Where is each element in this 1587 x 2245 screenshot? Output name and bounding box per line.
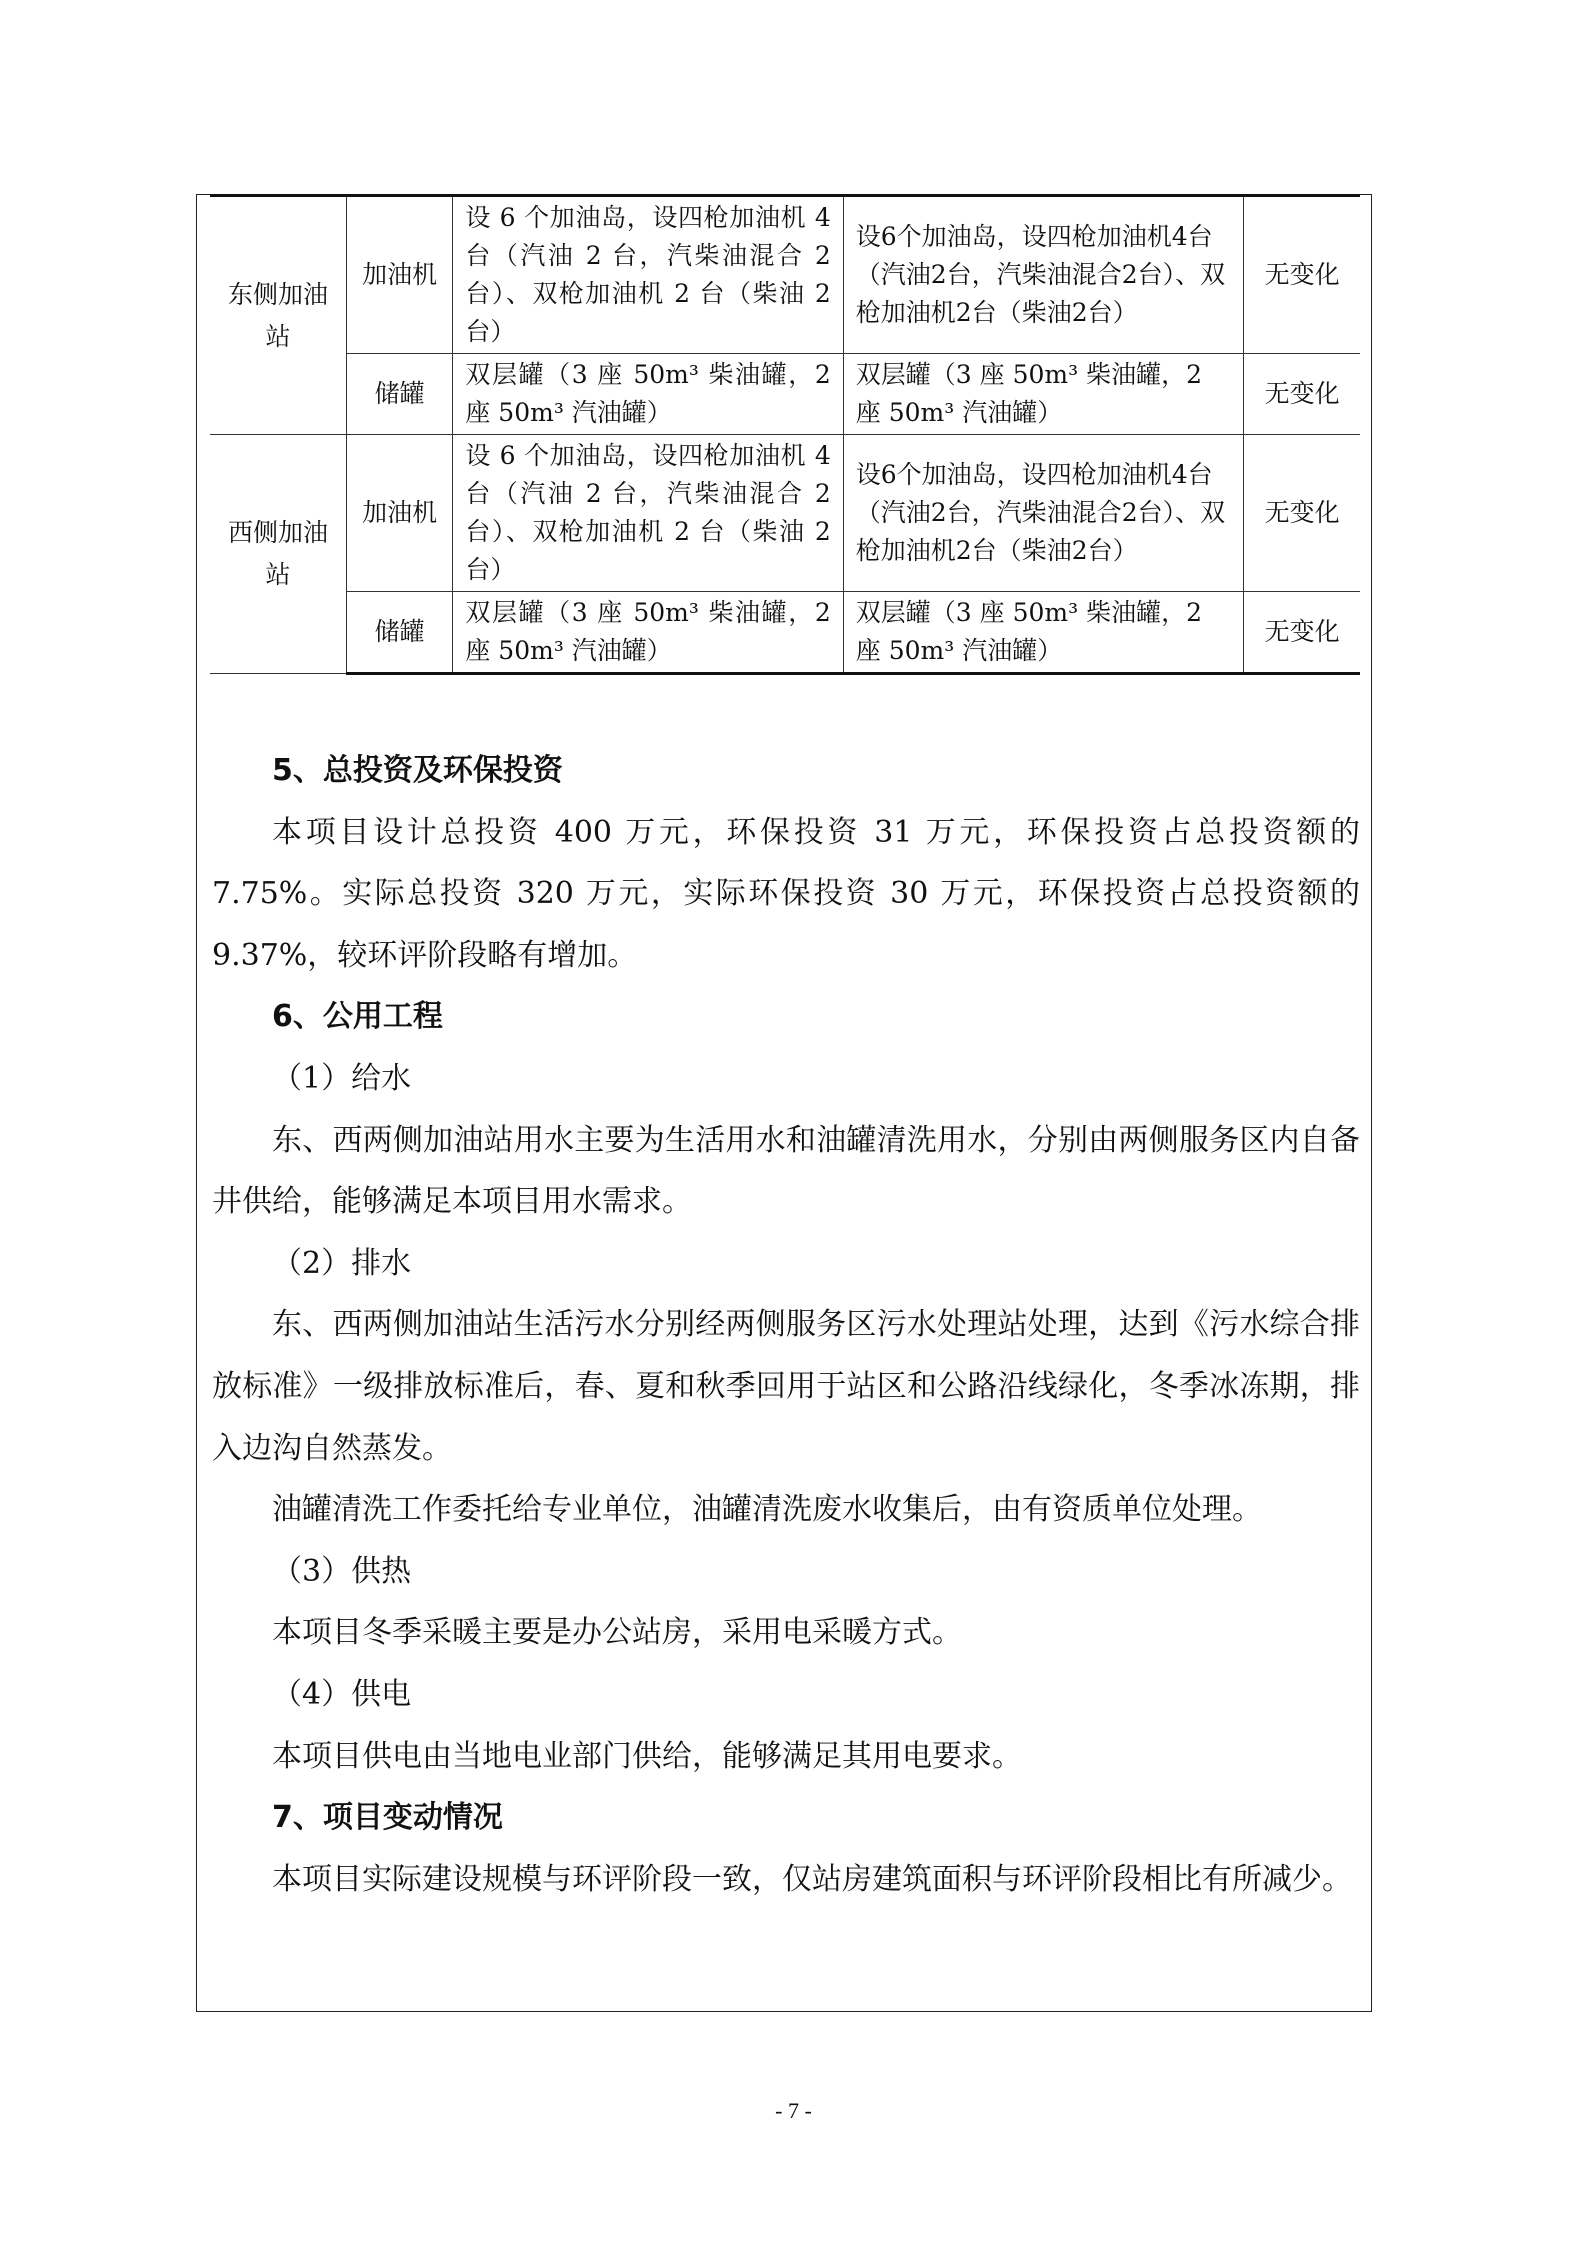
subsection-heading: （1）给水 — [272, 1060, 412, 1096]
table-row — [210, 354, 1360, 435]
eia-cell: 双层罐（3 座 50m³ 柴油罐，2 座 50m³ 汽油罐） — [453, 592, 843, 674]
eia-cell: 设 6 个加油岛，设四枪加油机 4 台（汽油 2 台，汽柴油混合 2 台）、双枪加油机 2 台（柴油 2 台） — [453, 196, 843, 354]
table-row — [210, 592, 1360, 674]
actual-cell: 双层罐（3 座 50m³ 柴油罐，2 座 50m³ 汽油罐） — [843, 592, 1244, 674]
table-row — [210, 435, 1360, 592]
paragraph: 本项目设计总投资 400 万元，环保投资 31 万元，环保投资占总投资额的 7.75%。实际总投资 320 万元，实际环保投资 30 万元，环保投资占总投资额的 9.37%，较环评阶段略有增加。 — [212, 814, 1360, 973]
paragraph: 本项目供电由当地电业部门供给，能够满足其用电要求。 — [272, 1738, 1022, 1774]
comparison-table — [210, 194, 1360, 675]
subsection-heading: （2）排水 — [272, 1245, 412, 1281]
change-cell: 无变化 — [1244, 435, 1360, 592]
page-number: - 7 - — [775, 2098, 812, 2123]
change-cell: 无变化 — [1244, 354, 1360, 435]
paragraph: 油罐清洗工作委托给专业单位，油罐清洗废水收集后，由有资质单位处理。 — [272, 1492, 1262, 1528]
actual-cell: 双层罐（3 座 50m³ 柴油罐，2 座 50m³ 汽油罐） — [843, 354, 1244, 435]
item-cell: 储罐 — [346, 354, 452, 435]
subsection-heading: （4）供电 — [272, 1676, 412, 1712]
section-heading: 6、公用工程 — [272, 999, 443, 1035]
table-row — [210, 196, 1360, 354]
actual-cell: 设6个加油岛，设四枪加油机4台（汽油2台，汽柴油混合2台）、双枪加油机2台（柴油2台） — [843, 196, 1244, 354]
paragraph: 东、西两侧加油站生活污水分别经两侧服务区污水处理站处理，达到《污水综合排放标准》一级排放标准后，春、夏和秋季回用于站区和公路沿线绿化，冬季冰冻期，排入边沟自然蒸发。 — [212, 1307, 1360, 1466]
section-heading: 5、总投资及环保投资 — [272, 753, 563, 788]
site-cell: 西侧加油站 — [210, 435, 346, 674]
change-cell: 无变化 — [1244, 592, 1360, 674]
item-cell: 储罐 — [346, 592, 452, 674]
eia-cell: 设 6 个加油岛，设四枪加油机 4 台（汽油 2 台，汽柴油混合 2 台）、双枪加油机 2 台（柴油 2 台） — [453, 435, 843, 592]
change-cell: 无变化 — [1244, 196, 1360, 354]
item-cell: 加油机 — [346, 196, 452, 354]
actual-cell: 设6个加油岛，设四枪加油机4台（汽油2台，汽柴油混合2台）、双枪加油机2台（柴油2台） — [843, 435, 1244, 592]
paragraph: 本项目实际建设规模与环评阶段一致，仅站房建筑面积与环评阶段相比有所减少。 — [272, 1861, 1352, 1897]
subsection-heading: （3）供热 — [272, 1553, 412, 1589]
paragraph: 本项目冬季采暖主要是办公站房，采用电采暖方式。 — [272, 1615, 962, 1651]
section-heading: 7、项目变动情况 — [272, 1800, 503, 1836]
eia-cell: 双层罐（3 座 50m³ 柴油罐，2 座 50m³ 汽油罐） — [453, 354, 843, 435]
item-cell: 加油机 — [346, 435, 452, 592]
paragraph: 东、西两侧加油站用水主要为生活用水和油罐清洗用水，分别由两侧服务区内自备井供给，能够满足本项目用水需求。 — [212, 1122, 1360, 1220]
document-body — [212, 740, 1360, 1910]
site-cell: 东侧加油站 — [210, 196, 346, 435]
